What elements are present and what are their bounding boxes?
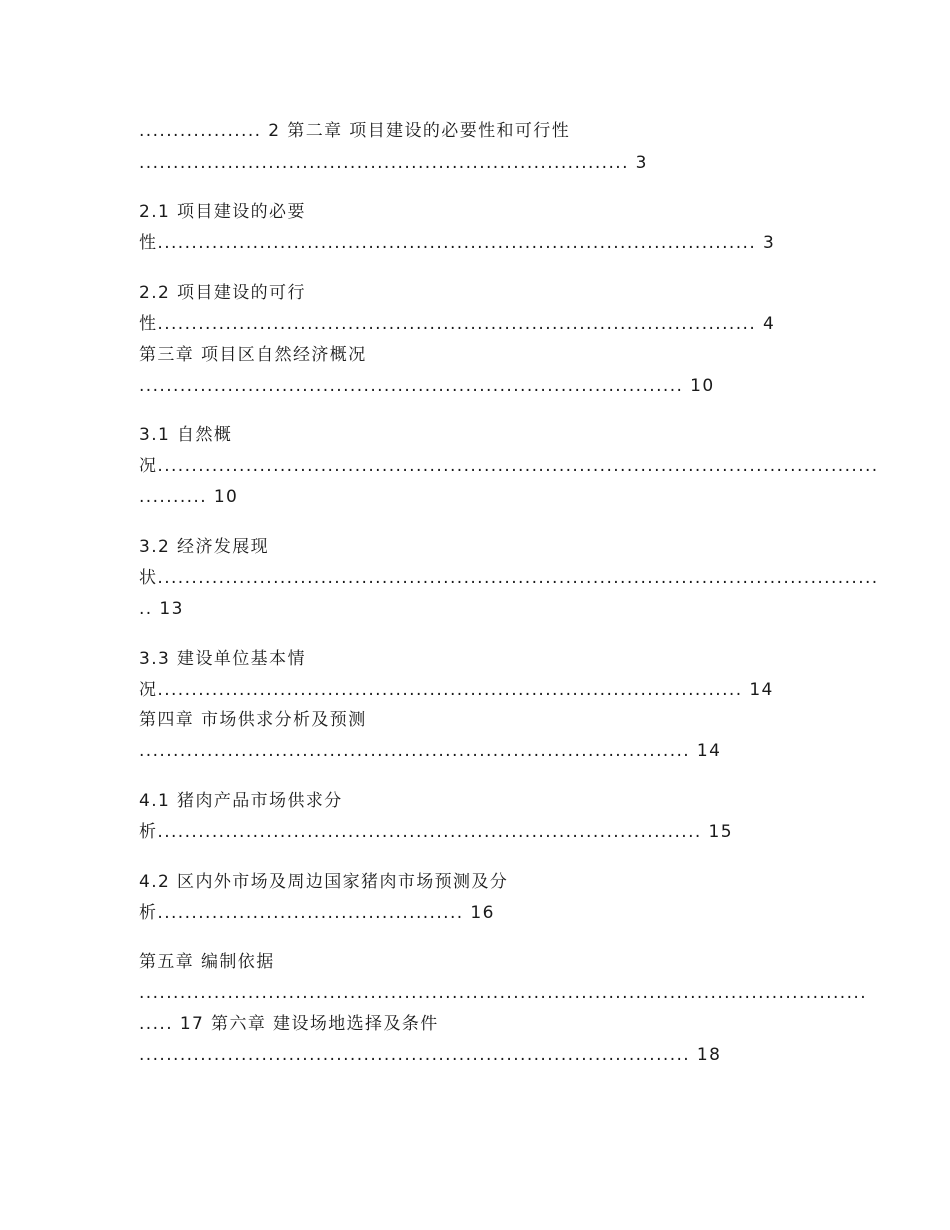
toc-line[interactable]: 第四章 市场供求分析及预测	[139, 710, 367, 730]
toc-line[interactable]: ................................................................................. 18	[139, 1045, 722, 1065]
toc-line[interactable]: 析............................................. 16	[139, 903, 495, 923]
toc-line[interactable]: .................. 2 第二章 项目建设的必要性和可行性	[139, 121, 571, 141]
toc-line[interactable]: .......... 10	[139, 487, 239, 507]
toc-line[interactable]: 第五章 编制依据	[139, 952, 275, 972]
toc-line[interactable]: 性........................................................................................ 4	[139, 314, 776, 334]
toc-line[interactable]: 4.2 区内外市场及周边国家猪肉市场预测及分	[139, 872, 509, 892]
toc-line[interactable]: 第三章 项目区自然经济概况	[139, 345, 367, 365]
toc-line[interactable]: 3.3 建设单位基本情	[139, 649, 306, 669]
toc-line[interactable]: 状..........................................................................................................	[139, 568, 879, 588]
toc-line[interactable]: 2.2 项目建设的可行	[139, 283, 306, 303]
toc-line[interactable]: .. 13	[139, 599, 184, 619]
toc-line[interactable]: ................................................................................ 10	[139, 376, 715, 396]
toc-line[interactable]: 性........................................................................................ 3	[139, 233, 776, 253]
toc-line[interactable]: ...........................................................................................................	[139, 983, 868, 1003]
toc-line[interactable]: 3.1 自然概	[139, 425, 233, 445]
toc-line[interactable]: ........................................................................ 3	[139, 153, 648, 173]
toc-line[interactable]: 况..........................................................................................................	[139, 456, 879, 476]
toc-line[interactable]: 况...................................................................................... 14	[139, 680, 774, 700]
toc-line[interactable]: 3.2 经济发展现	[139, 537, 270, 557]
toc-line[interactable]: 2.1 项目建设的必要	[139, 202, 306, 222]
toc-line[interactable]: ................................................................................. 14	[139, 741, 722, 761]
toc-line[interactable]: ..... 17 第六章 建设场地选择及条件	[139, 1014, 439, 1034]
toc-line[interactable]: 4.1 猪肉产品市场供求分	[139, 791, 343, 811]
toc-line[interactable]: 析................................................................................ 15	[139, 822, 733, 842]
